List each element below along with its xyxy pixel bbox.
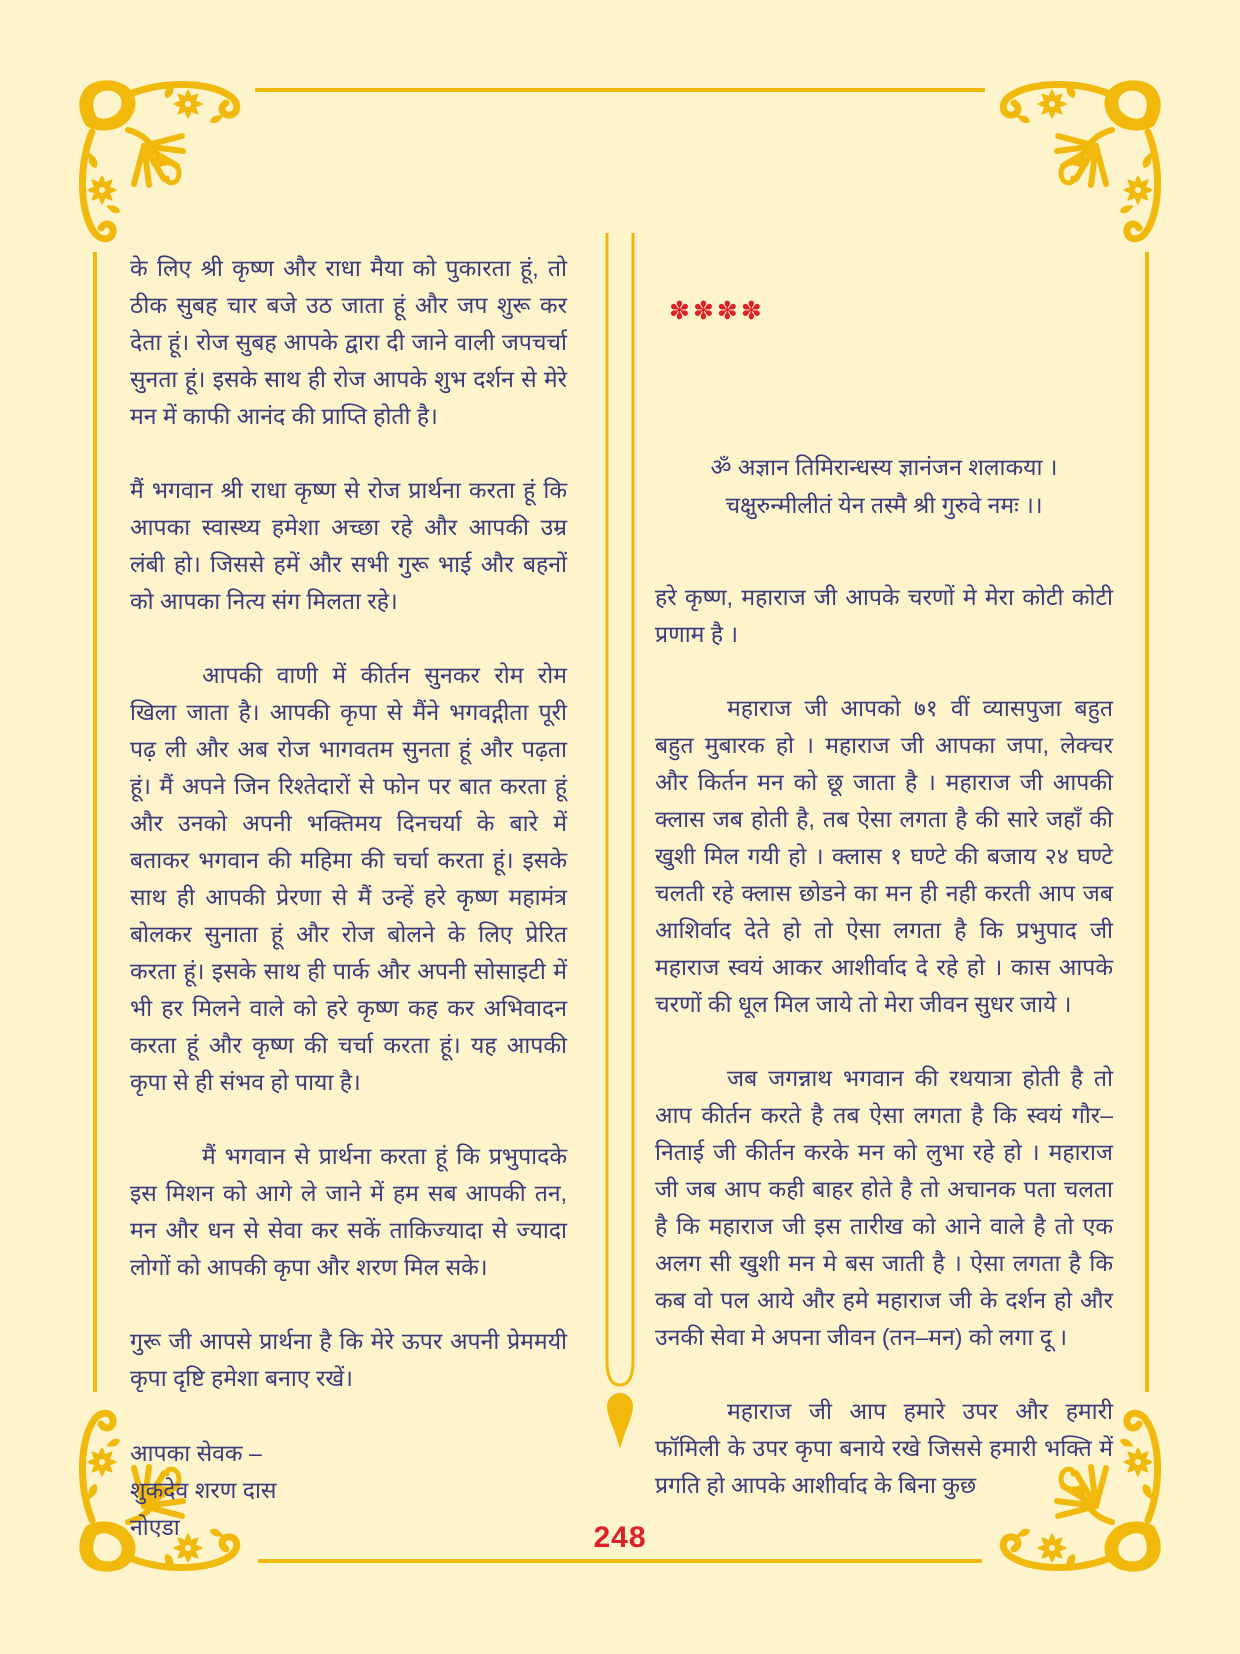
section-separator-asterisks: ✽✽✽✽ bbox=[669, 297, 765, 325]
pen-divider-icon bbox=[597, 233, 643, 1453]
paragraph: महाराज जी आपको ७१ वीं व्यासपुजा बहुत बहुत मुबारक हो । महाराज जी आपका जपा, लेक्चर और किर्तन मन को छू जाता है । महाराज जी आपकी क्लास जब होती है, तब ऐसा लगता है की सारे जहाँ की खुशी मिल गयी हो । क्लास १ घण्टे की बजाय २४ घण्टे चलती रहे क्लास छोडने का मन ही नही करती आप जब आशिर्वाद देते हो तो ऐसा लगता है कि प्रभुपाद जी महाराज स्वयं आकर आशीर्वाद दे रहे हो । कास आपके चरणों की धूल मिल जाये तो मेरा जीवन सुधर जाये । bbox=[655, 695, 1113, 1017]
paragraph: जब जगन्नाथ भगवान की रथयात्रा होती है तो आप कीर्तन करते है तब ऐसा लगता है कि स्वयं गौर–निताई जी कीर्तन करके मन को लुभा रहे हो । महाराज जी जब आप कही बाहर होते है तो अचानक पता चलता है कि महाराज जी इस तारीख को आने वाले है तो एक अलग सी खुशी मन मे बस जाती है । ऐसा लगता है कि कब वो पल आये और हमे महाराज जी के दर्शन हो और उनकी सेवा मे अपना जीवन (तन–मन) को लगा दू । bbox=[655, 1065, 1113, 1350]
paragraph: आपकी वाणी में कीर्तन सुनकर रोम रोम खिला जाता है। आपकी कृपा से मैंने भगवद्गीता पूरी पढ़ ली और अब रोज भागवतम सुनता हूं और पढ़ता हूं। मैं अपने जिन रिश्तेदारों से फोन पर बात करता हूं और उनको अपनी भक्तिमय दिनचर्या के बारे में बताकर भगवान की महिमा की चर्चा करता हूं। इसके साथ ही आपकी प्रेरणा से मैं उन्हें हरे कृष्ण महामंत्र बोलकर सुनाता हूं और रोज बोलने के लिए प्रेरित करता हूं। इसके साथ ही पार्क और अपनी सोसाइटी में भी हर मिलने वाले को हरे कृष्ण कह कर अभिवादन करता हूं और कृष्ण की चर्चा करता हूं। यह आपकी कृपा से ही संभव हो पाया है। bbox=[130, 662, 567, 1095]
shloka-line: ॐ अज्ञान तिमिरान्धस्य ज्ञानंजन शलाकया । bbox=[710, 454, 1058, 480]
paragraph: के लिए श्री कृष्ण और राधा मैया को पुकारता हूं, तो ठीक सुबह चार बजे उठ जाता हूं और जप शुरू कर देता हूं। रोज सुबह आपके द्वारा दी जाने वाली जपचर्चा सुनता हूं। इसके साथ ही रोज आपके शुभ दर्शन से मेरे मन में काफी आनंद की प्राप्ति होती है। bbox=[130, 255, 567, 429]
page-number: 248 bbox=[593, 1521, 647, 1554]
paragraph: हरे कृष्ण, महाराज जी आपके चरणों मे मेरा कोटी कोटी प्रणाम है । bbox=[655, 584, 1113, 647]
border-left-line bbox=[93, 252, 97, 1392]
shloka bbox=[655, 448, 1113, 524]
border-bottom-line bbox=[258, 1559, 982, 1563]
signature-name: शुकदेव शरण दास bbox=[130, 1477, 277, 1503]
signature-line: आपका सेवक – bbox=[130, 1440, 262, 1466]
border-top-line bbox=[255, 88, 985, 92]
floral-corner-ornament-icon bbox=[70, 72, 255, 257]
signature-place: नोएडा bbox=[130, 1514, 180, 1540]
right-column bbox=[655, 293, 1113, 1541]
floral-corner-ornament-icon bbox=[985, 72, 1170, 257]
paragraph: मैं भगवान से प्रार्थना करता हूं कि प्रभुपादके इस मिशन को आगे ले जाने में हम सब आपकी तन, मन और धन से सेवा कर सकें ताकिज्यादा से ज्यादा लोगों को आपकी कृपा और शरण मिल सके। bbox=[130, 1143, 567, 1280]
shloka-line: चक्षुरुन्मीलीतं येन तस्मै श्री गुरुवे नमः ।। bbox=[725, 492, 1043, 518]
paragraph: गुरू जी आपसे प्रार्थना है कि मेरे ऊपर अपनी प्रेममयी कृपा दृष्टि हमेशा बनाए रखें। bbox=[130, 1328, 567, 1391]
paragraph: महाराज जी आप हमारे उपर और हमारी फॉमिली के उपर कृपा बनाये रखे जिससे हमारी भक्ति में प्रगति हो आपके आशीर्वाद के बिना कुछ bbox=[655, 1398, 1113, 1498]
paragraph: मैं भगवान श्री राधा कृष्ण से रोज प्रार्थना करता हूं कि आपका स्वास्थ्य हमेशा अच्छा रहे और आपकी उम्र लंबी हो। जिससे हमें और सभी गुरू भाई और बहनों को आपका नित्य संग मिलता रहे। bbox=[130, 477, 567, 614]
border-right-line bbox=[1145, 252, 1149, 1392]
left-column bbox=[130, 250, 567, 1546]
